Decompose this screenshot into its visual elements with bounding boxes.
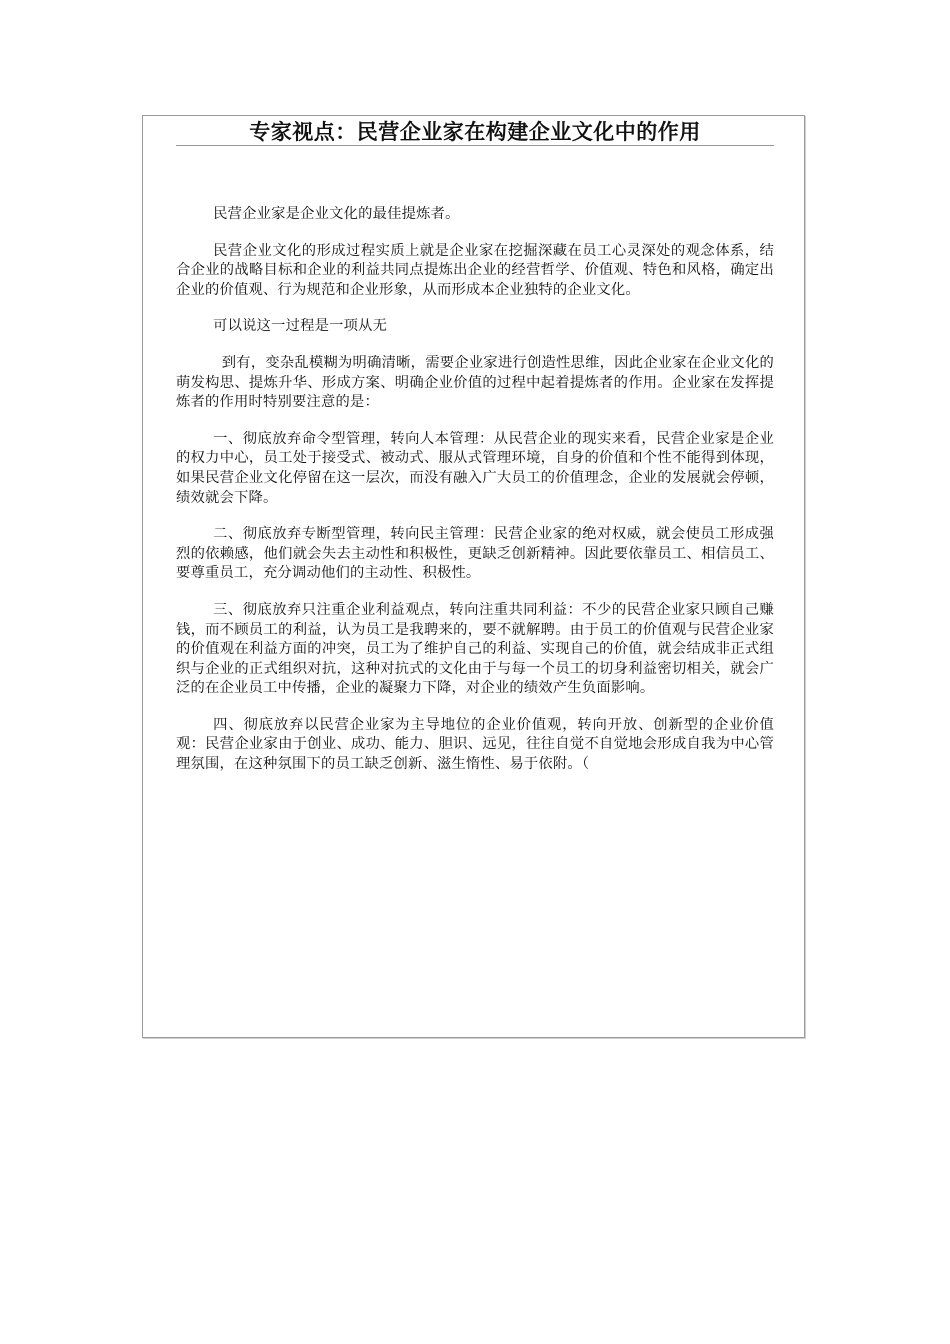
- paragraph-8: 四、彻底放弃以民营企业家为主导地位的企业价值观，转向开放、创新型的企业价值观：民营企业家由于创业、成功、能力、胆识、远见，往往自觉不自觉地会形成自我为中心管理氛围，在这种氛围下的员工缺乏创新、滋生惰性、易于依附。（: [176, 716, 774, 773]
- paragraph-5: 一、彻底放弃命令型管理，转向人本管理：从民营企业的现实来看，民营企业家是企业的权力中心，员工处于接受式、被动式、服从式管理环境，自身的价值和个性不能得到体现，如果民营企业文化停留在这一层次，而没有融入广大员工的价值理念，企业的发展就会停顿，绩效就会下降。: [176, 430, 774, 506]
- paragraph-7: 三、彻底放弃只注重企业利益观点，转向注重共同利益：不少的民营企业家只顾自己赚钱，而不顾员工的利益，认为员工是我聘来的，要不就解聘。由于员工的价值观与民营企业家的价值观在利益方面的冲突，员工为了维护自己的利益、实现自己的价值，就会结成非正式组织与企业的正式组织对抗，这种对抗式的文化由于与每一个员工的切身利益密切相关，就会广泛的在企业员工中传播，企业的凝聚力下降，对企业的绩效产生负面影响。: [176, 601, 774, 697]
- paragraph-1: 民营企业家是企业文化的最佳提炼者。: [213, 206, 460, 222]
- paragraph-6: 二、彻底放弃专断型管理，转向民主管理：民营企业家的绝对权威，就会使员工形成强烈的依赖感，他们就会失去主动性和积极性，更缺乏创新精神。因此要依靠员工、相信员工、要尊重员工，充分调动他们的主动性、积极性。: [176, 526, 774, 582]
- document-body: [176, 205, 774, 792]
- paragraph-3: 可以说这一过程是一项从无: [213, 318, 388, 335]
- paragraph-4: 到有，变杂乱模糊为明确清晰，需要企业家进行创造性思维，因此企业家在企业文化的萌发构思、提炼升华、形成方案、明确企业价值的过程中起着提炼者的作用。企业家在发挥提炼者的作用时特别要注意的是：: [176, 354, 774, 411]
- paragraph-2: 民营企业文化的形成过程实质上就是企业家在挖掘深藏在员工心灵深处的观念体系，结合企业的战略目标和企业的利益共同点提炼出企业的经营哲学、价值观、特色和风格，确定出企业的价值观、行为规范和企业形象，从而形成本企业独特的企业文化。: [176, 242, 774, 298]
- title-underline: [176, 145, 774, 146]
- document-title: 专家视点：民营企业家在构建企业文化中的作用: [249, 120, 701, 144]
